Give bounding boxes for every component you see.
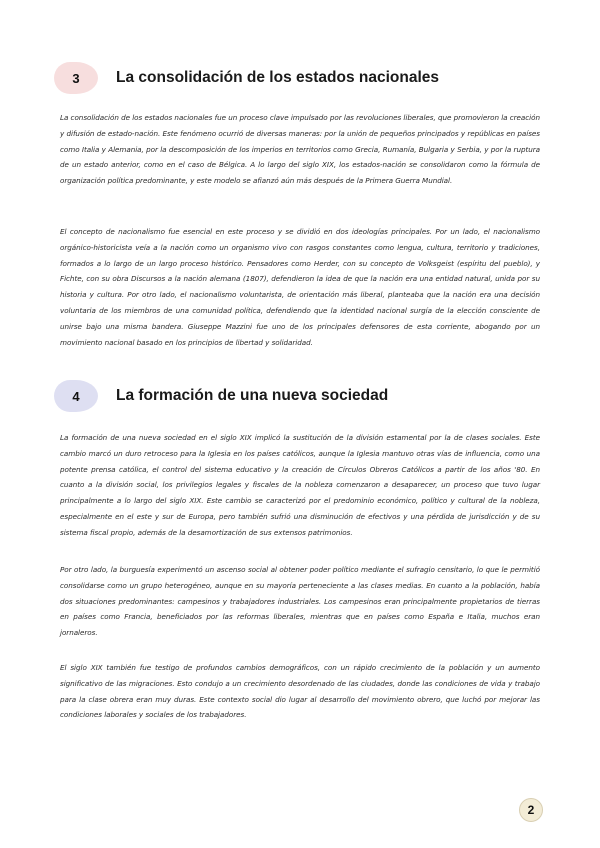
section-4-header — [54, 380, 388, 412]
section-number-badge: 3 — [54, 62, 98, 94]
paragraph: El concepto de nacionalismo fue esencial en este proceso y se dividió en dos ideologías principales. Por un lado, el nacionalismo orgánico-historicista veía a la nación como un organismo vivo con rasgos constantes como lengua, cultura, territorio y tradiciones, formados a lo largo de un largo proceso histórico. Pensadores como Herder, con su concepto de Volksgeist (espíritu del pueblo), y Fichte, con su obra Discursos a la nación alemana (1807), defendieron la idea de que la nación era una entidad natural, unida por su historia y cultura. Por otro lado, el nacionalismo voluntarista, de orientación más liberal, planteaba que la nación era una decisión voluntaria de los miembros de una comunidad política, defendiendo que la identidad nacional surgía de la elección consciente de unirse bajo una misma bandera. Giuseppe Mazzini fue uno de los principales defensores de esta corriente, abogando por un movimiento nacional basado en los principios de libertad y solidaridad. — [60, 227, 540, 347]
paragraph: El siglo XIX también fue testigo de profundos cambios demográficos, con un rápido crecimiento de la población y un aumento significativo de las migraciones. Esto condujo a un crecimiento desordenado de las ciudades, donde las condiciones de vida y trabajo para la clase obrera eran muy duras. Este contexto social dio lugar al desarrollo del movimiento obrero, que luchó por mejorar las condiciones laborales y sociales de los trabajadores. — [60, 663, 540, 720]
page-number: 2 — [519, 798, 543, 822]
paragraph: Por otro lado, la burguesía experimentó un ascenso social al obtener poder político mediante el sufragio censitario, lo que le permitió consolidarse como un grupo heterogéneo, aunque en su mayoría perteneciente a las clases medias. En cuanto a la población, había dos situaciones predominantes: campesinos y trabajadores industriales. Los campesinos eran principalmente propietarios de tierras en países como Francia, beneficiados por las reformas liberales, mientras que en países como España e Italia, muchos eran jornaleros. — [60, 565, 540, 638]
section-3-header — [54, 62, 439, 94]
paragraph: La formación de una nueva sociedad en el siglo XIX implicó la sustitución de la división estamental por la de clases sociales. Este cambio marcó un duro retroceso para la Iglesia en los países católicos, aunque la Iglesia mantuvo otras vías de influencia, como una potente prensa católica, el control del sistema educativo y la creación de Círculos Obreros Católicos a partir de los años '80. En cuanto a la división social, los privilegios legales y fiscales de la nobleza comenzaron a desaparecer, un proceso que tuvo lugar principalmente a lo largo del siglo XIX. Este cambio se caracterizó por el predominio económico, político y cultural de la nobleza, especialmente en el este y sur de Europa, pero también sufrió una disminución de efectivos y una pérdida de jurisdicción y de su sistema fiscal propio, además de la desamortización de sus extensos patrimonios. — [60, 433, 540, 537]
section-title: La consolidación de los estados nacionales — [116, 69, 440, 86]
section-title: La formación de una nueva sociedad — [116, 387, 389, 404]
paragraph: La consolidación de los estados nacionales fue un proceso clave impulsado por las revoluciones liberales, que promovieron la creación y difusión de estado-nación. Este fenómeno ocurrió de diversas maneras: por la unión de pequeños principados y repúblicas en países como Italia y Alemania, por la descomposición de los imperios en territorios como Grecia, Rumanía, Bulgaria y Serbia, y por la ruptura de un estado anterior, como en el caso de Bélgica. A lo largo del siglo XIX, los estados-nación se consolidaron como la fórmula de organización política predominante, y este modelo se afianzó aún más después de la Primera Guerra Mundial. — [60, 113, 540, 186]
section-number-badge: 4 — [54, 380, 98, 412]
